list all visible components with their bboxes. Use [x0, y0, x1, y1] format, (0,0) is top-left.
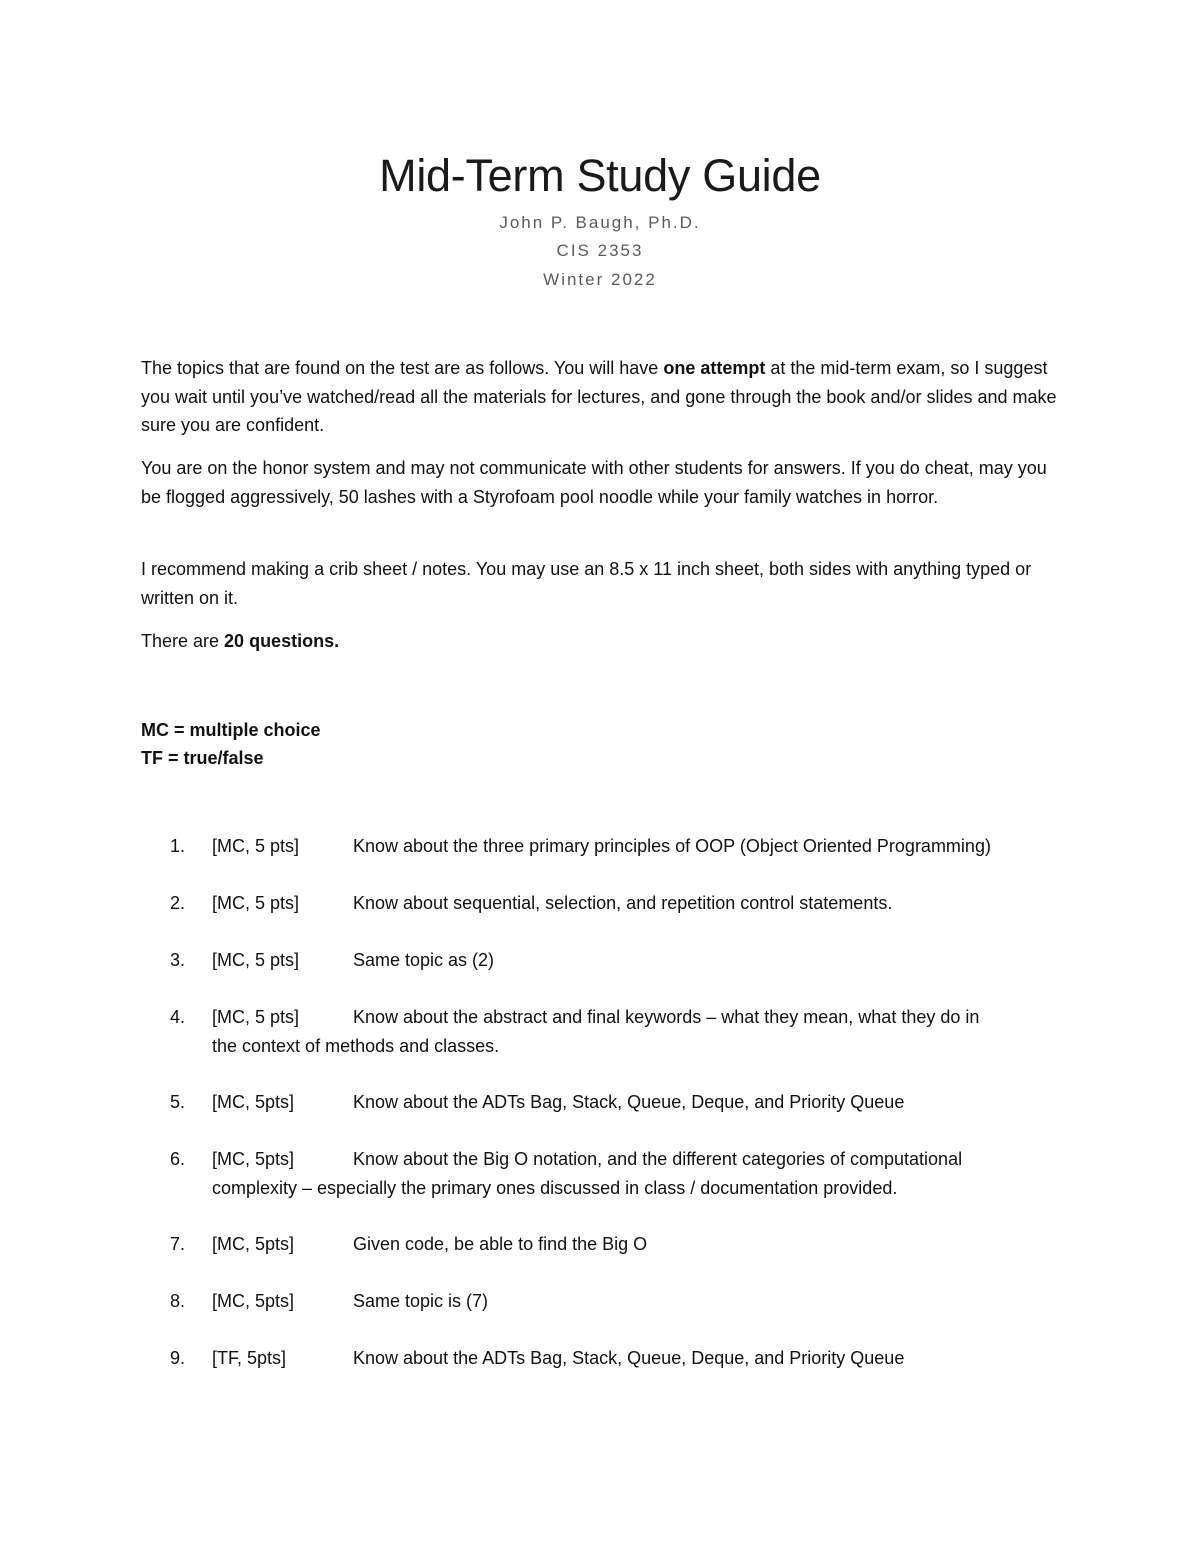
- intro-paragraph: [141, 354, 1066, 440]
- item-tag: [MC, 5 pts]: [212, 1007, 300, 1027]
- item-text: Know about the ADTs Bag, Stack, Queue, Deque, and Priority Queue: [353, 1092, 905, 1112]
- item-tag: [MC, 5 pts]: [212, 950, 300, 970]
- item-number: 8.: [170, 1291, 186, 1311]
- item-number: 2.: [170, 893, 186, 913]
- item-tag: [MC, 5pts]: [212, 1291, 295, 1311]
- honor-system-paragraph: You are on the honor system and may not communicate with other students for answers. If you do cheat, may you be flogged aggressively, 50 lashes with a Styrofoam pool noodle while your family watches in horror.: [141, 458, 1047, 507]
- intro-text: The topics that are found on the test are as follows. You will have: [141, 358, 664, 378]
- item-tag: [MC, 5pts]: [212, 1092, 295, 1112]
- item-text: Given code, be able to find the Big O: [353, 1234, 648, 1254]
- item-text: Know about the Big O notation, and the different categories of computational: [353, 1149, 963, 1169]
- item-text: Same topic as (2): [353, 950, 495, 970]
- item-text: Know about sequential, selection, and repetition control statements.: [353, 893, 893, 913]
- author-line: John P. Baugh, Ph.D.: [499, 213, 701, 232]
- item-text: Know about the ADTs Bag, Stack, Queue, Deque, and Priority Queue: [353, 1348, 905, 1368]
- item-number: 4.: [170, 1007, 186, 1027]
- item-text: Know about the three primary principles of OOP (Object Oriented Programming): [353, 836, 991, 856]
- page-title: Mid-Term Study Guide: [379, 150, 821, 201]
- intro-text-cont: at the mid-term exam, so I suggest you wait until you’ve watched/read all the materials for lectures, and gone through the book and/or slides and make sure you are confident.: [141, 358, 1057, 435]
- item-tag: [MC, 5pts]: [212, 1149, 295, 1169]
- legend-tf: TF = true/false: [141, 748, 264, 768]
- item-number: 3.: [170, 950, 186, 970]
- question-count-text: There are: [141, 631, 225, 651]
- question-count-emphasis: 20 questions.: [224, 631, 340, 651]
- item-number: 5.: [170, 1092, 186, 1112]
- item-tag: [MC, 5 pts]: [212, 836, 300, 856]
- item-text-continuation: complexity – especially the primary ones discussed in class / documentation provided.: [212, 1177, 898, 1198]
- item-text: Know about the abstract and final keywords – what they mean, what they do in: [353, 1007, 980, 1027]
- item-number: 6.: [170, 1149, 186, 1169]
- item-tag: [MC, 5pts]: [212, 1234, 295, 1254]
- item-number: 9.: [170, 1348, 186, 1368]
- legend-mc: MC = multiple choice: [141, 720, 321, 740]
- course-line: CIS 2353: [556, 241, 644, 260]
- crib-sheet-paragraph: I recommend making a crib sheet / notes. You may use an 8.5 x 11 inch sheet, both sides with anything typed or written on it.: [141, 559, 1032, 608]
- question-count-paragraph: [141, 627, 1066, 656]
- one-attempt-emphasis: one attempt: [663, 358, 766, 378]
- item-number: 7.: [170, 1234, 186, 1254]
- item-tag: [TF, 5pts]: [212, 1348, 287, 1368]
- item-tag: [MC, 5 pts]: [212, 893, 300, 913]
- item-number: 1.: [170, 836, 186, 856]
- item-text: Same topic is (7): [353, 1291, 489, 1311]
- item-text-continuation: the context of methods and classes.: [212, 1035, 500, 1056]
- term-line: Winter 2022: [543, 270, 657, 289]
